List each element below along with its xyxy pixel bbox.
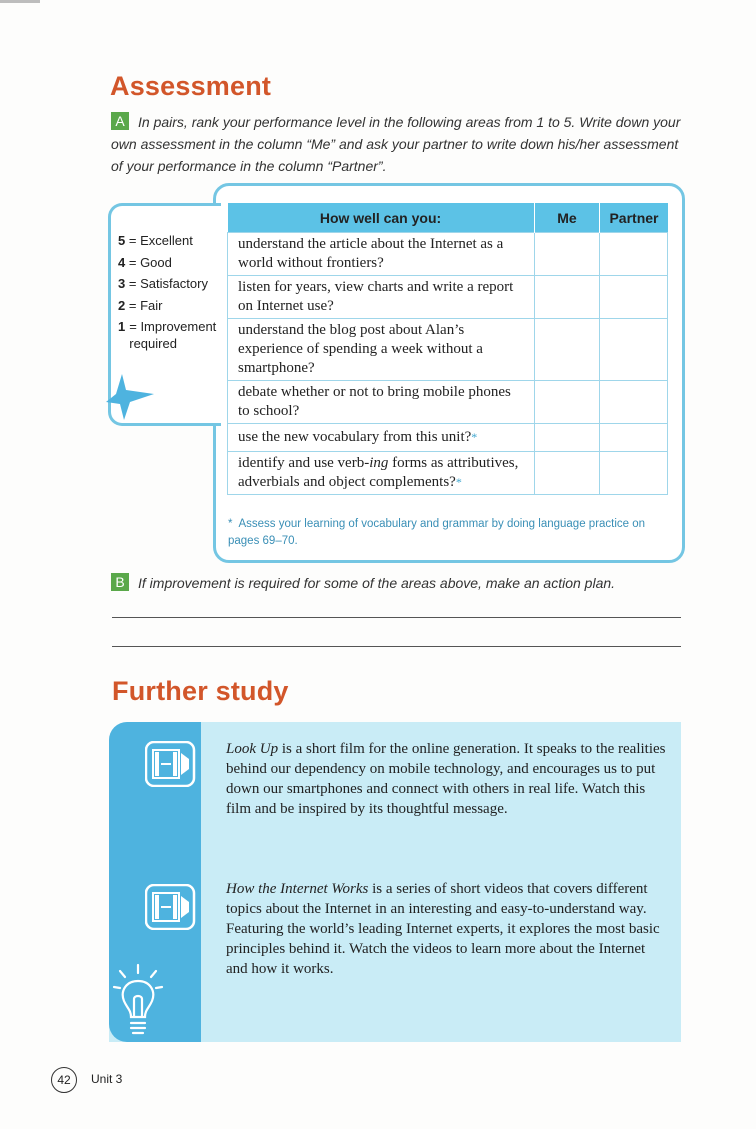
row-question: use the new vocabulary from this unit?* <box>228 424 535 452</box>
scale-item: 5 = Excellent <box>118 233 193 248</box>
scale-item: 2 = Fair <box>118 297 163 313</box>
partner-cell[interactable] <box>600 452 668 495</box>
tag-b: B <box>111 573 129 591</box>
further-study-item: Look Up is a short film for the online generation. It speaks to the realities behind our dependency on mobile technology, and encourages us to put down our smartphones and connect with others in real life. Watch this film and be inspired by its thoughtful message. <box>226 741 666 817</box>
partner-cell[interactable] <box>600 276 668 319</box>
film-icon <box>145 741 199 787</box>
me-cell[interactable] <box>534 276 600 319</box>
row-question: understand the article about the Internet as a world without frontiers? <box>228 233 535 276</box>
lightbulb-icon <box>112 963 164 1039</box>
instruction-a-text: In pairs, rank your performance level in the following areas from 1 to 5. Write down your own assessment in the column “Me” and ask your partner to write down his/her assessment of your performance in the column “Partner”. <box>111 114 681 174</box>
col-header-partner: Partner <box>600 203 668 233</box>
table-row <box>228 319 668 381</box>
me-cell[interactable] <box>534 424 600 452</box>
instruction-b <box>111 572 686 594</box>
answer-line[interactable] <box>112 617 681 618</box>
top-edge-mark <box>0 0 40 3</box>
assessment-table <box>227 203 668 495</box>
me-cell[interactable] <box>534 319 600 381</box>
partner-cell[interactable] <box>600 381 668 424</box>
me-cell[interactable] <box>534 381 600 424</box>
table-row <box>228 276 668 319</box>
answer-line[interactable] <box>112 646 681 647</box>
row-question: understand the blog post about Alan’s experience of spending a week without a smartphone? <box>228 319 535 381</box>
scale-item: 1 = Improvement required <box>118 319 217 351</box>
row-question: debate whether or not to bring mobile phones to school? <box>228 381 535 424</box>
scale-item: 4 = Good <box>118 254 172 270</box>
partner-cell[interactable] <box>600 233 668 276</box>
item-title[interactable]: Look Up <box>226 741 279 757</box>
tag-a: A <box>111 112 129 130</box>
row-question: listen for years, view charts and write a report on Internet use? <box>228 276 535 319</box>
table-row <box>228 424 668 452</box>
col-header-how-well: How well can you: <box>228 203 535 233</box>
assessment-heading: Assessment <box>110 71 272 101</box>
me-cell[interactable] <box>534 452 600 495</box>
col-header-me: Me <box>534 203 600 233</box>
instruction-b-text: If improvement is required for some of the areas above, make an action plan. <box>138 575 616 591</box>
partner-cell[interactable] <box>600 424 668 452</box>
scale-key-list <box>118 230 228 352</box>
me-cell[interactable] <box>534 233 600 276</box>
further-study-item: How the Internet Works is a series of short videos that covers different topics about the Internet in an interesting and easy-to-understand way. Featuring the world’s leading Internet experts, it explores the most basic principles behind it. Watch the videos to learn more about the Internet and how it works. <box>226 881 660 977</box>
page-number: 42 <box>51 1067 77 1093</box>
row-question: identify and use verb-ing forms as attributives, adverbials and object complements?* <box>228 452 535 495</box>
scale-item: 3 = Satisfactory <box>118 276 208 291</box>
star-icon <box>104 372 158 426</box>
film-icon <box>145 884 199 930</box>
table-row <box>228 452 668 495</box>
instruction-a <box>111 111 686 177</box>
item-title[interactable]: How the Internet Works <box>226 881 369 897</box>
footnote: * Assess your learning of vocabulary and grammar by doing language practice on pages 69–70. <box>228 518 646 547</box>
further-study-heading: Further study <box>112 676 289 706</box>
table-row <box>228 381 668 424</box>
unit-label: Unit 3 <box>91 1072 123 1086</box>
partner-cell[interactable] <box>600 319 668 381</box>
table-row <box>228 233 668 276</box>
